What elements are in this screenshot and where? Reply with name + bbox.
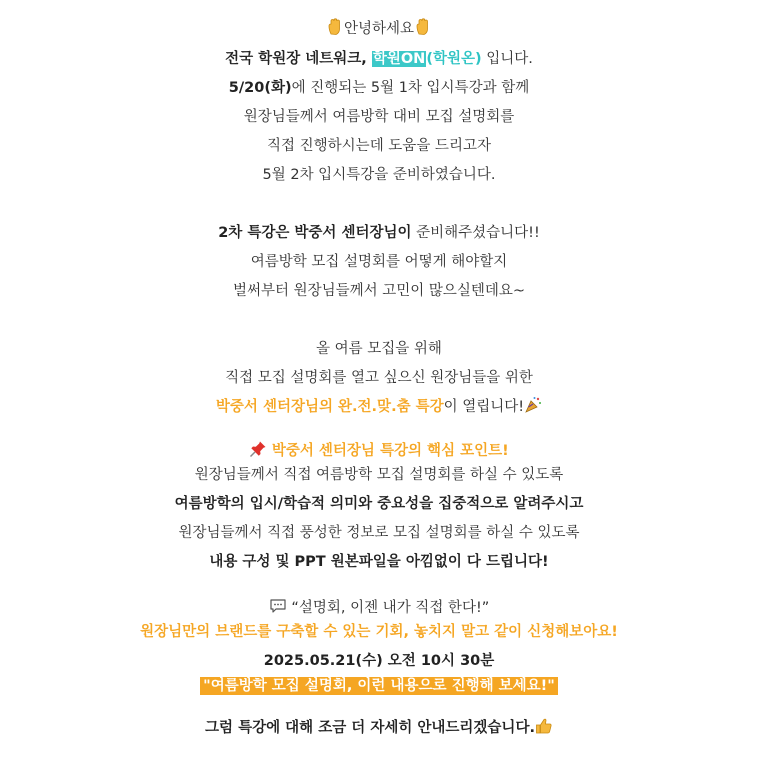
speaker-line-3: 벌써부터 원장님들께서 고민이 많으실텐데요~ xyxy=(232,283,526,299)
waving-hand-icon xyxy=(326,18,344,36)
highlight-banner: "여름방학 모집 설명회, 이런 내용으로 진행해 보세요!" xyxy=(200,677,558,695)
waving-hand-icon xyxy=(414,18,432,36)
cta-line xyxy=(0,622,758,642)
purpose-line-2: 직접 모집 설명회를 열고 싶으신 원장님들을 위한 xyxy=(225,370,533,386)
speech-bubble-icon xyxy=(269,597,287,615)
brand-name-highlight: 학원ON xyxy=(372,51,426,67)
intro-line-3: 원장님들께서 여름방학 대비 모집 설명회를 xyxy=(243,109,515,125)
final-text: 그럼 특강에 대해 조금 더 자세히 안내드리겠습니다. xyxy=(205,720,535,736)
pushpin-icon xyxy=(249,440,267,458)
speaker-line-2: 여름방학 모집 설명회를 어떻게 해야할지 xyxy=(250,254,508,270)
event-date: 2025.05.21(수) 오전 10시 30분 xyxy=(263,653,495,669)
final-line xyxy=(0,717,758,738)
intro-line-4: 직접 진행하시는데 도움을 드리고자 xyxy=(267,138,491,154)
greeting-text: 안녕하세요 xyxy=(343,21,415,37)
thumbs-up-icon xyxy=(535,717,553,735)
points-line-1: 원장님들께서 직접 여름방학 모집 설명회를 하실 수 있도록 xyxy=(194,467,564,483)
speaker-name-text: 2차 특강은 박중서 센터장님이 xyxy=(218,225,412,241)
points-line-4 xyxy=(0,552,758,572)
custom-lecture-text: 박중서 센터장님의 완.전.맞.춤 특강 xyxy=(215,399,444,415)
purpose-line-1: 올 여름 모집을 위해 xyxy=(316,341,442,357)
brand-name-paren: (학원온) xyxy=(426,51,482,67)
intro-suffix: 입니다. xyxy=(481,51,533,67)
quote-text: “설명회, 이젠 내가 직접 한다!” xyxy=(291,600,490,616)
intro-line-2 xyxy=(0,78,758,98)
speaker-line-1-rest: 준비해주셨습니다!! xyxy=(411,225,540,241)
points-line-2 xyxy=(0,494,758,514)
points-line-3: 원장님들께서 직접 풍성한 정보로 모집 설명회를 하실 수 있도록 xyxy=(178,525,580,541)
speaker-line-1 xyxy=(0,223,758,243)
party-popper-icon xyxy=(524,396,542,414)
date-line xyxy=(0,651,758,671)
intro-line-1 xyxy=(0,49,758,69)
highlight-line xyxy=(0,676,758,696)
points-title: 박중서 센터장님 특강의 핵심 포인트! xyxy=(271,443,509,459)
intro-date: 5/20(화) xyxy=(228,80,292,96)
points-line-2-text: 여름방학의 입시/학습적 의미와 중요성을 집중적으로 알려주시고 xyxy=(174,496,584,512)
points-title-line xyxy=(0,440,758,461)
points-line-4-text: 내용 구성 및 PPT 원본파일을 아낌없이 다 드립니다! xyxy=(209,554,549,570)
intro-line-5: 5월 2차 입시특강을 준비하였습니다. xyxy=(262,167,496,183)
intro-line-2-rest: 에 진행되는 5월 1차 입시특강과 함께 xyxy=(291,80,530,96)
purpose-line-3 xyxy=(0,396,758,417)
quote-line xyxy=(0,597,758,618)
greeting-line xyxy=(0,18,758,39)
intro-network-text: 전국 학원장 네트워크, xyxy=(225,51,372,67)
purpose-line-3-rest: 이 열립니다! xyxy=(443,399,525,415)
cta-text: 원장님만의 브랜드를 구축할 수 있는 기회, 놓치지 말고 같이 신청해보아요! xyxy=(140,624,618,640)
